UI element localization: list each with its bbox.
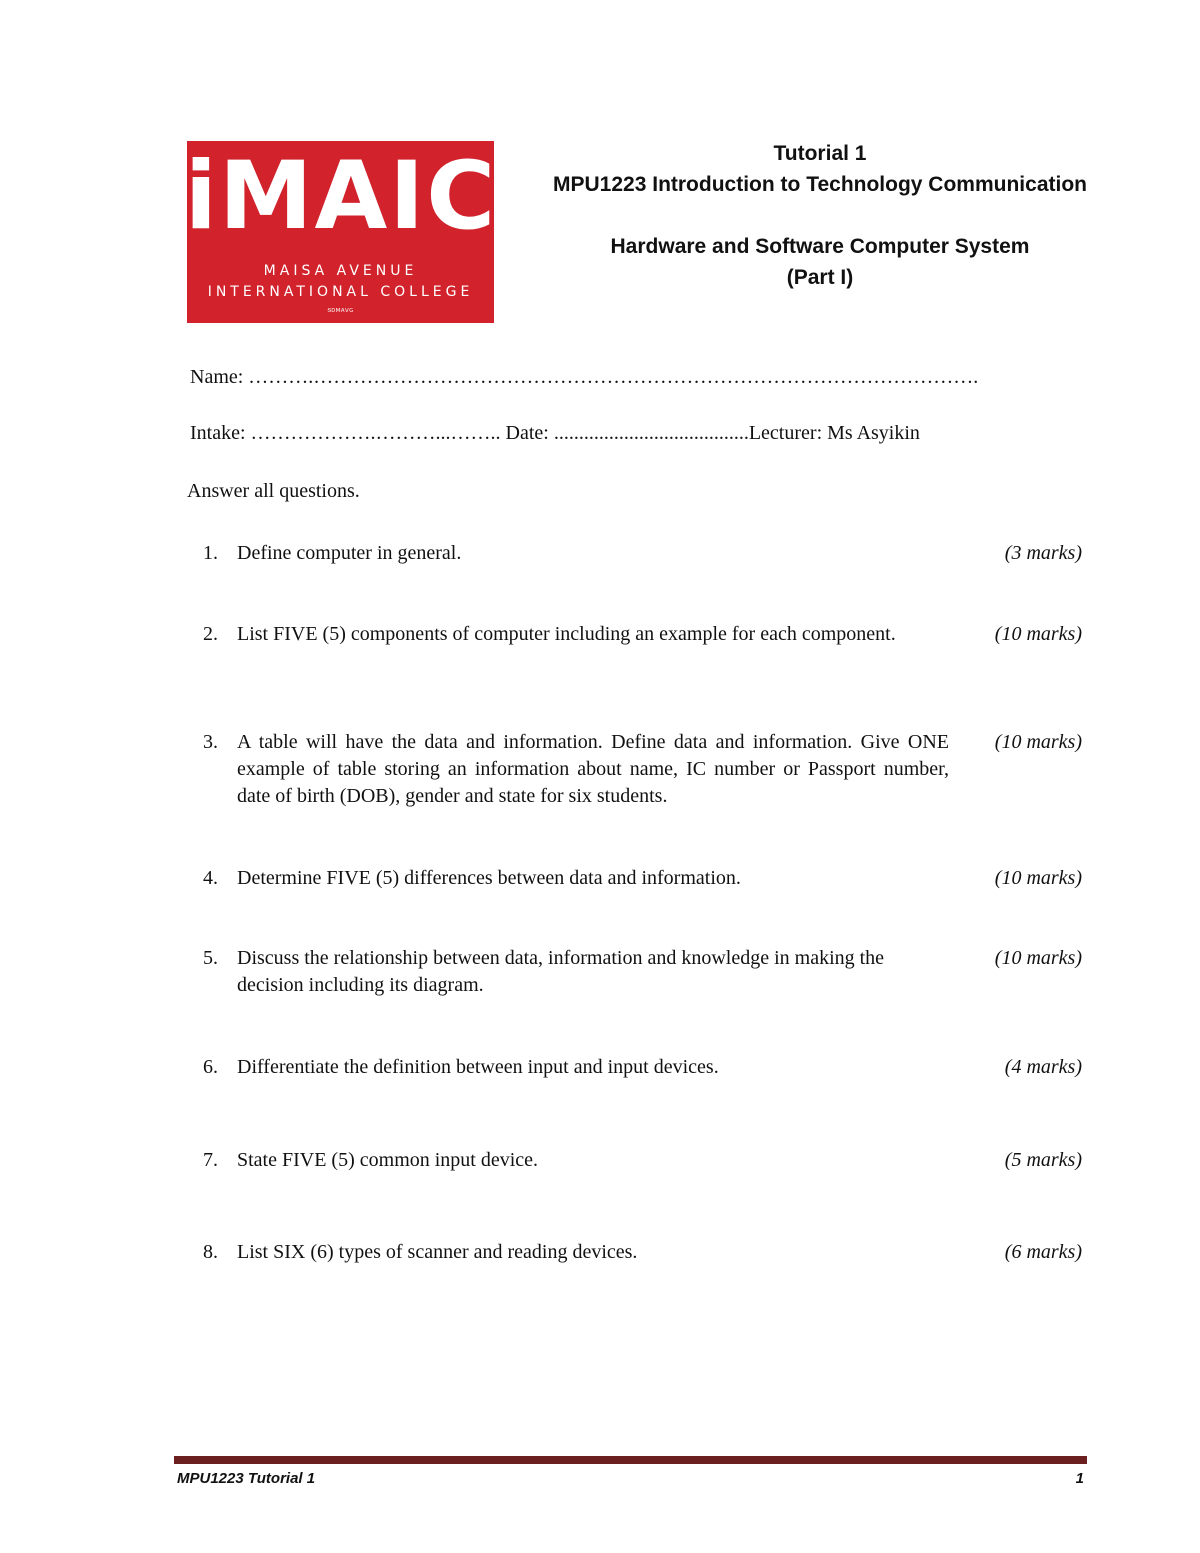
question-number: 3.	[203, 731, 218, 753]
question-text: State FIVE (5) common input device.	[237, 1149, 539, 1171]
footer-divider	[174, 1456, 1087, 1464]
intake-date-lecturer-line: Intake: ……………….………...…….. Date: .......................................Lecturer: Ms Asyikin	[190, 422, 920, 444]
topic-title: Hardware and Software Computer System	[610, 235, 1030, 258]
footer-title: MPU1223 Tutorial 1	[177, 1470, 316, 1487]
question-text: List SIX (6) types of scanner and reading devices.	[237, 1241, 638, 1263]
instruction: Answer all questions.	[187, 480, 360, 502]
logo-line-2: INTERNATIONAL COLLEGE	[207, 284, 474, 300]
question-text: Differentiate the definition between input and input devices.	[237, 1056, 719, 1078]
name-field: Name: ……….……………………………………………………………………………………….	[190, 366, 979, 388]
question-number: 4.	[203, 867, 218, 889]
question-number: 1.	[203, 542, 218, 564]
question-marks: (10 marks)	[994, 867, 1082, 889]
question-marks: (6 marks)	[1004, 1241, 1082, 1263]
question-marks: (10 marks)	[994, 947, 1082, 969]
tutorial-title: Tutorial 1	[773, 142, 867, 165]
question-marks: (3 marks)	[1004, 542, 1082, 564]
logo-line-1: MAISA AVENUE	[263, 263, 418, 279]
question-number: 2.	[203, 623, 218, 645]
question-marks: (10 marks)	[994, 731, 1082, 753]
question-text: A table will have the data and information. Define data and information. Give ONE example of table storing an information about name, IC number or Passport number, date of birth (DOB), gender and state for six students.	[237, 731, 949, 807]
question-number: 8.	[203, 1241, 218, 1263]
question-text: Discuss the relationship between data, information and knowledge in making the decision including its diagram.	[237, 947, 885, 996]
question-marks: (5 marks)	[1004, 1149, 1082, 1171]
logo-tiny-text: ᵴᴅᴍᴀᴠɢ	[327, 306, 354, 314]
question-number: 6.	[203, 1056, 218, 1078]
question-number: 5.	[203, 947, 218, 969]
question-number: 7.	[203, 1149, 218, 1171]
course-title: MPU1223 Introduction to Technology Communication	[553, 173, 1087, 196]
page-number: 1	[1075, 1470, 1084, 1487]
question-text: List FIVE (5) components of computer including an example for each component.	[237, 623, 896, 645]
question-text: Determine FIVE (5) differences between data and information.	[237, 867, 741, 889]
college-logo	[184, 141, 498, 323]
question-text: Define computer in general.	[237, 542, 462, 564]
question-marks: (4 marks)	[1004, 1056, 1082, 1078]
topic-part: (Part I)	[786, 266, 854, 289]
question-marks: (10 marks)	[994, 623, 1082, 645]
logo-mark: iMAIC	[184, 142, 498, 251]
